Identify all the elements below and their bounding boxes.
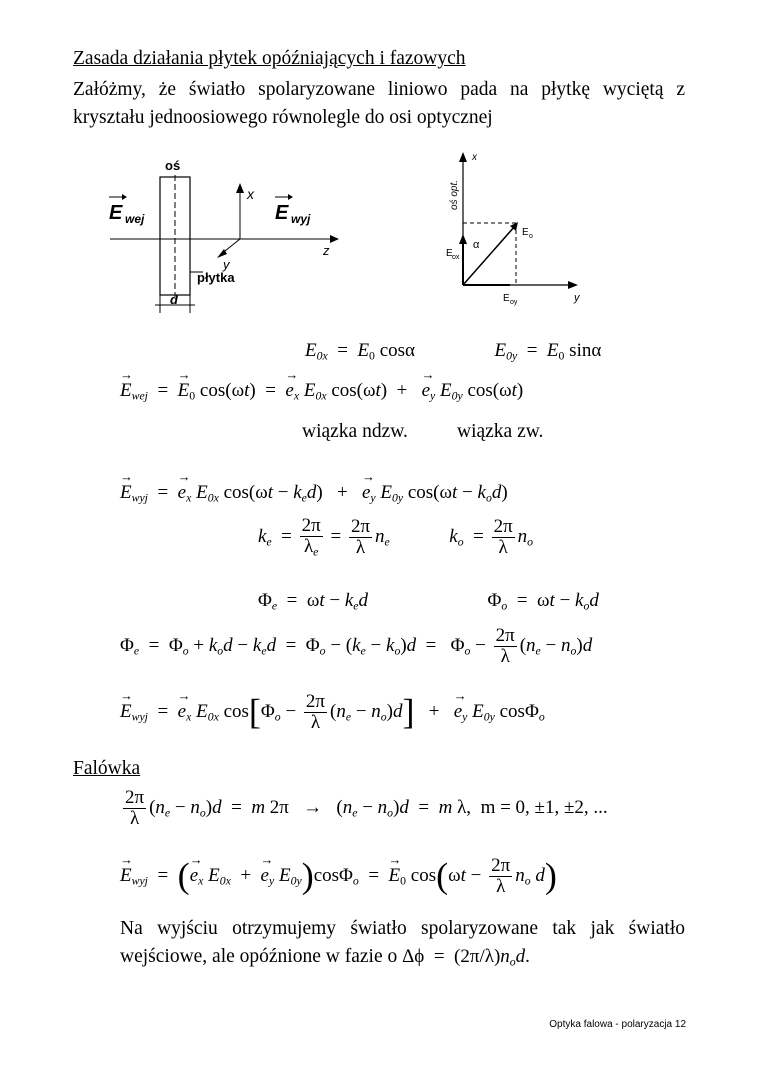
page-footer: Optyka falowa - polaryzacja 12 <box>549 1019 686 1030</box>
fig-right-e0: E <box>522 227 529 238</box>
fig-left-x: x <box>247 186 254 202</box>
plate-diagram <box>95 155 355 320</box>
fig-left-ewyj: E <box>275 202 289 224</box>
polarization-vector-diagram <box>430 148 600 313</box>
fig-right-e0y: E <box>503 293 510 304</box>
eq-output-field: → $E_{wyj}$ = → $e_x$ $E_{0x}$ $\cos(\omega t - k_ed)$ + → $e_y$ $E_{0y}$ $\cos(\omega t - k_od)$ <box>120 482 508 506</box>
eq-input-field: → $E_{wej}$ = → $E_0$ cos(ωt) = → $e_x$ $E_{0x}$ cos(ωt) + → $e_y$ $E_{0y}$ cos(ωt) <box>120 380 523 404</box>
eq-components: $E_{0x} = E_0$ cosα $E_{0y} = E_0$ sinα <box>305 340 602 363</box>
fig-left-plate: płytka <box>197 270 235 285</box>
fig-left-axis-label: oś <box>165 158 181 173</box>
fig-right-e0-sub: o <box>529 233 533 240</box>
eq-phase-difference: $\Phi_e = \Phi_o + k_od - k_ed = \Phi_o - (k_e - k_o)d = \Phi_o$ − $\frac{2\pi}{\lambda}$ $(n_e - n_o)d$ <box>120 625 593 667</box>
conclusion-line-1: Na wyjściu otrzymujemy światło spolaryzowane tak jak światło <box>120 918 685 939</box>
fig-left-ewyj-sub: wyj <box>291 212 311 226</box>
condition-values: m = 0, ±1, ±2, ... <box>480 796 608 818</box>
fig-right-e0x-sub: ox <box>452 254 460 261</box>
beam-label-ordinary: wiązka zw. <box>457 421 544 442</box>
eq-output-with-phase: → $E_{wyj}$ = → $e_x$ $E_{0x}$ $\cos[\Phi_o$ − $\frac{2\pi}{\lambda}$ $(n_e - n_o)d$] + → $e_y$ $E_{0y}$ cosΦ$_o$ <box>120 692 545 733</box>
fig-left-ewej-sub: wej <box>125 212 145 226</box>
conclusion-line-2: wejściowe, ale opóźnione w fazie o $\Delta\phi = (2\pi/\lambda)n_od$. <box>120 946 530 969</box>
fig-right-e0y-sub: oy <box>510 299 518 306</box>
eq-wavenumbers: $k_e$ = $\frac{2\pi}{\lambda_e}$ = $\frac{2\pi}{\lambda}$ $n_e$ $k_o$ = $\frac{2\pi}{\lambda}$ $n_o$ <box>258 515 534 559</box>
conclusion-line-2-text: wejściowe, ale opóźnione w fazie o <box>120 946 398 967</box>
fig-right-x: x <box>472 152 477 163</box>
fig-right-y: y <box>574 292 580 304</box>
fig-left-z: z <box>323 243 330 258</box>
fig-left-y: y <box>223 257 230 272</box>
fig-left-ewej: E <box>109 202 123 224</box>
eq-wave-plate-condition: $\frac{2\pi}{\lambda}$ $(n_e - n_o)d = m$ $2\pi \to (n_e - n_o)d = m$ λ, m = 0, ±1, ±2, ... <box>125 787 608 829</box>
beam-label-extraordinary: wiązka ndzw. <box>302 421 408 442</box>
section-title-falowka: Falówka <box>73 758 141 779</box>
eq-phases: $\Phi_e = \omega t - k_ed$ $\Phi_o = \omega t - k_od$ <box>258 590 599 613</box>
fig-right-alpha: α <box>473 239 480 251</box>
fig-right-axis-label: oś opt. <box>449 179 460 210</box>
intro-paragraph: Załóżmy, że światło spolaryzowane liniowo pada na płytkę wyciętą z kryształu jednoosiowego równolegle do osi optycznej <box>73 79 685 128</box>
fig-left-d: d <box>170 292 178 307</box>
eq-wave-plate-output: → $E_{wyj}$ = (→ $e_x$ $E_{0x}$ + → $e_y$ $E_{0y})\cos\Phi_o$ = → $E_0$ cos(ωt − $\frac{2\pi}{\lambda}$ $n_o$ d) <box>120 856 557 897</box>
page-heading: Zasada działania płytek opóźniających i fazowych <box>73 48 466 69</box>
fig-right-e0x: E <box>446 248 453 259</box>
